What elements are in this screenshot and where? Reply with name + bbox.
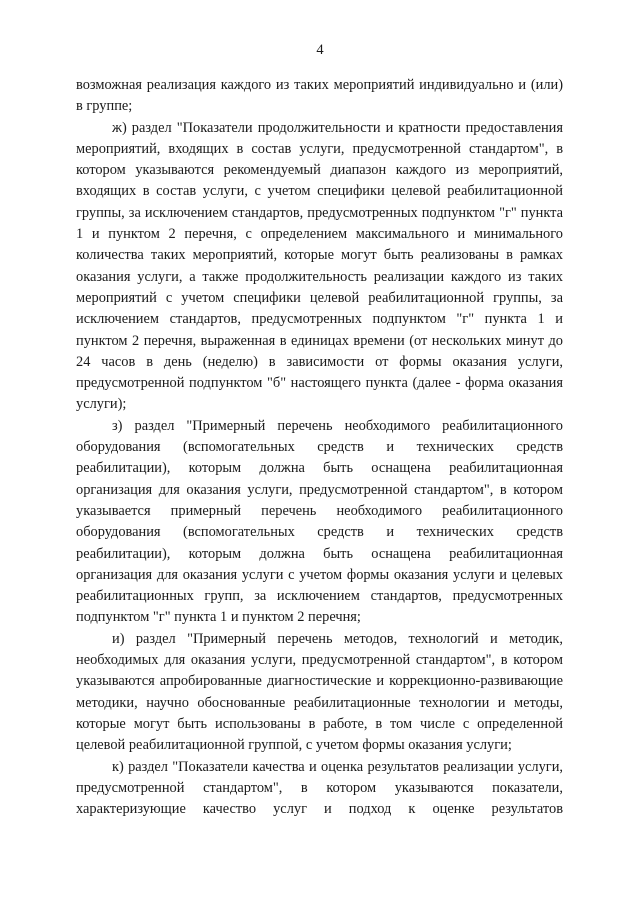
paragraph-item-i: и) раздел "Примерный перечень методов, технологий и методик, необходимых для оказания услуги, предусмотренной стандартом", в котором указываются апробированные диагностические и коррекционно-развивающие методики, научно обоснованные реабилитационные технологии и методы, которые могут быть использованы в работе, в том числе с определенной целевой реабилитационной группой, с учетом формы оказания услуги; bbox=[76, 630, 563, 754]
paragraph-continuation: возможная реализация каждого из таких мероприятий индивидуально и (или) в группе; bbox=[76, 77, 563, 115]
document-body bbox=[76, 75, 563, 820]
paragraph-item-z: з) раздел "Примерный перечень необходимого реабилитационного оборудования (вспомогательных средств и технических средств реабилитации), которым должна быть оснащена реабилитационная организация для оказания услуги, предусмотренной стандартом", в котором указывается примерный перечень необходимого реабилитационного оборудования (вспомогательных средств и технических средств реабилитации), которым должна быть оснащена реабилитационная организация для оказания услуги с учетом формы оказания услуги и целевых реабилитационных групп, за исключением стандартов, предусмотренных подпунктом "г" пункта 1 и пунктом 2 перечня; bbox=[76, 417, 563, 626]
page-number: 4 bbox=[316, 42, 324, 58]
paragraph-item-k: к) раздел "Показатели качества и оценка результатов реализации услуги, предусмотренной стандартом", в котором указываются показатели, характеризующие качество услуг и подход к оценке результатов bbox=[76, 758, 563, 818]
paragraph-item-zh: ж) раздел "Показатели продолжительности и кратности предоставления мероприятий, входящих в состав услуги, предусмотренной стандартом", в котором указываются рекомендуемый диапазон каждого из мероприятий, входящих в состав услуги, с учетом специфики целевой реабилитационной группы, за исключением стандартов, предусмотренных подпунктом "г" пункта 1 и пунктом 2 перечня, с определением максимального и минимального количества таких мероприятий, которые могут быть реализованы в рамках оказания услуги, а также продолжительность реализации каждого из таких мероприятий с учетом специфики целевой реабилитационной группы, за исключением стандартов, предусмотренных подпунктом "г" пункта 1 и пунктом 2 перечня, выраженная в единицах времени (от нескольких минут до 24 часов в день (неделю) в зависимости от формы оказания услуги, предусмотренной подпунктом "б" настоящего пункта (далее - форма оказания услуги); bbox=[76, 119, 563, 413]
